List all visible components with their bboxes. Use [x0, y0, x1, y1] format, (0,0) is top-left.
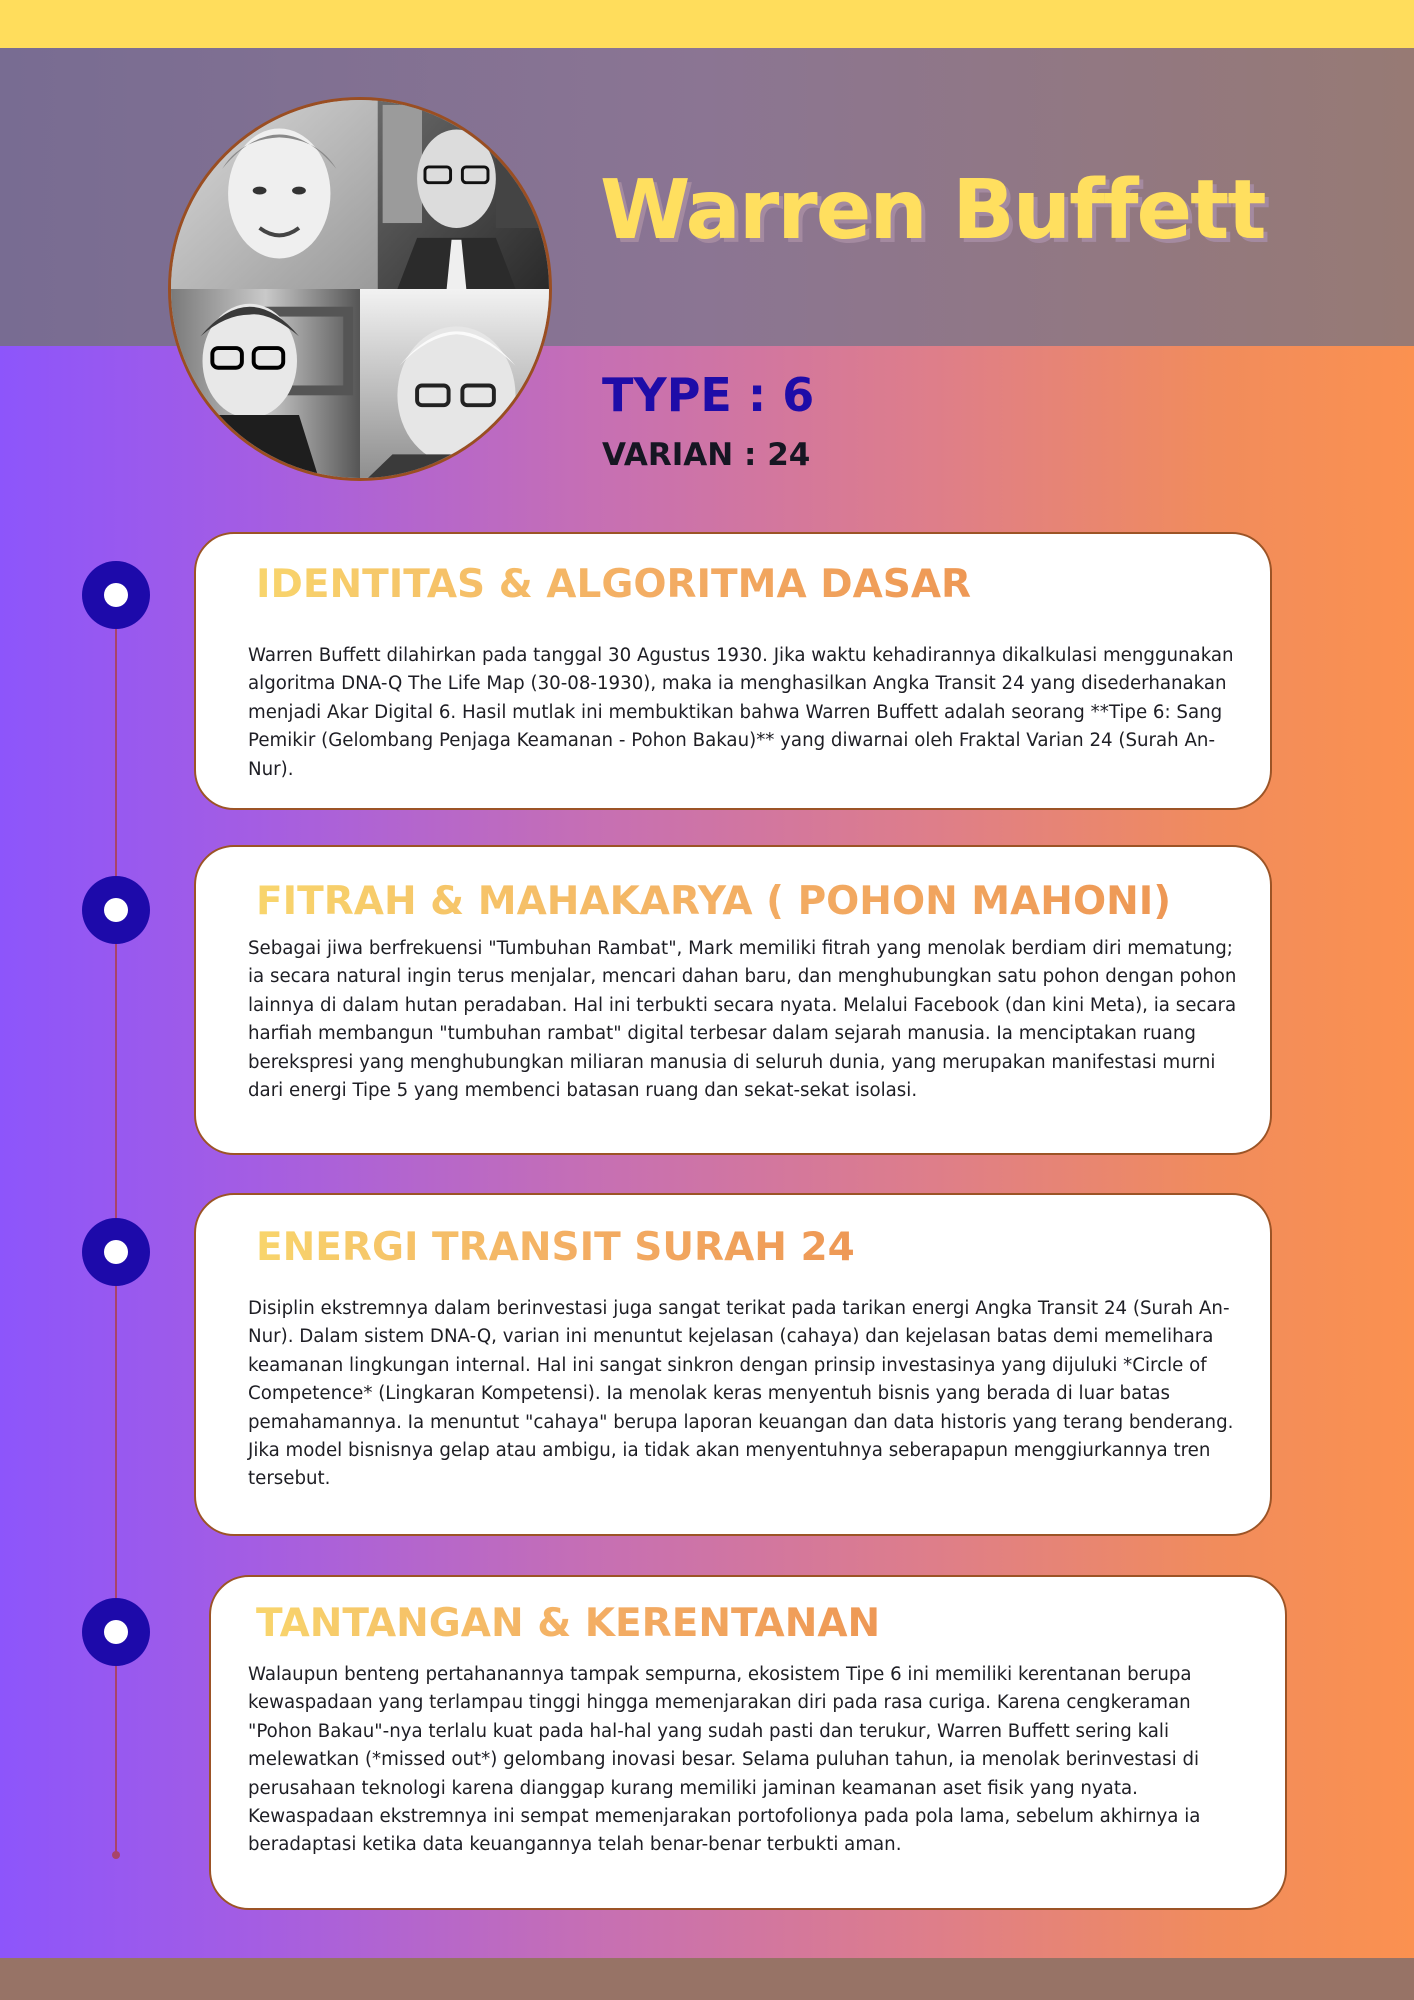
- timeline-end-dot: [112, 1851, 120, 1859]
- section-title: ENERGI TRANSIT SURAH 24: [256, 1225, 855, 1270]
- timeline-marker-1: [82, 561, 150, 629]
- section-card-fitrah: [194, 845, 1272, 1155]
- section-card-identity: [194, 532, 1272, 810]
- variant-label: VARIAN : 24: [602, 437, 811, 473]
- section-body: Walaupun benteng pertahanannya tampak sempurna, ekosistem Tipe 6 ini memiliki kerentanan berupa kewaspadaan yang terlampau tinggi hingga memenjarakan diri pada rasa curiga. Karena cengkeraman "Pohon Bakau"-nya terlalu kuat pada hal-hal yang sudah pasti dan terukur, Warren Buffett sering kali melewatkan (*missed out*) gelombang inovasi besar. Selama puluhan tahun, ia menolak berinvestasi di perusahaan teknologi karena dianggap kurang memiliki jaminan keamanan aset fisik yang nyata. Kewaspadaan ekstremnya ini sempat memenjarakan portofolionya pada pola lama, sebelum akhirnya ia beradaptasi ketika data keuangannya telah benar-benar terbukti aman.: [248, 1664, 1201, 1856]
- section-card-transit: [194, 1193, 1272, 1536]
- section-card-challenges: [209, 1575, 1287, 1910]
- bottom-accent-strip: [0, 1958, 1414, 2000]
- page-title: Warren Buffett: [600, 163, 1265, 258]
- portrait-collage: [168, 97, 552, 481]
- timeline-marker-3: [82, 1218, 150, 1286]
- section-body: Disiplin ekstremnya dalam berinvestasi juga sangat terikat pada tarikan energi Angka Transit 24 (Surah An-Nur). Dalam sistem DNA-Q, varian ini menuntut kejelasan (cahaya) dan kejelasan batas demi memelihara keamanan lingkungan internal. Hal ini sangat sinkron dengan prinsip investasinya yang dijuluki *Circle of Competence* (Lingkaran Kompetensi). Ia menolak keras menyentuh bisnis yang berada di luar batas pemahamannya. Ia menuntut "cahaya" berupa laporan keuangan dan data historis yang terang benderang. Jika model bisnisnya gelap atau ambigu, ia tidak akan menyentuhnya seberapapun menggiurkannya tren tersebut.: [248, 1298, 1234, 1490]
- section-title: FITRAH & MAHAKARYA ( POHON MAHONI): [256, 879, 1172, 924]
- section-body: Warren Buffett dilahirkan pada tanggal 30 Agustus 1930. Jika waktu kehadirannya dikalkulasi menggunakan algoritma DNA-Q The Life Map (30-08-1930), maka ia menghasilkan Angka Transit 24 yang disederhanakan menjadi Akar Digital 6. Hasil mutlak ini membuktikan bahwa Warren Buffett adalah seorang **Tipe 6: Sang Pemikir (Gelombang Penjaga Keamanan - Pohon Bakau)** yang diwarnai oleh Fraktal Varian 24 (Surah An-Nur).: [248, 645, 1234, 780]
- section-title: IDENTITAS & ALGORITMA DASAR: [256, 562, 972, 607]
- type-label: TYPE : 6: [602, 368, 815, 422]
- timeline-marker-4: [82, 1598, 150, 1666]
- section-title: TANTANGAN & KERENTANAN: [256, 1601, 881, 1646]
- section-body: Sebagai jiwa berfrekuensi "Tumbuhan Rambat", Mark memiliki fitrah yang menolak berdiam diri mematung; ia secara natural ingin terus menjalar, mencari dahan baru, dan menghubungkan satu pohon dengan pohon lainnya di dalam hutan peradaban. Hal ini terbukti secara nyata. Melalui Facebook (dan kini Meta), ia secara harfiah membangun "tumbuhan rambat" digital terbesar dalam sejarah manusia. Ia menciptakan ruang berekspresi yang menghubungkan miliaran manusia di seluruh dunia, yang merupakan manifestasi murni dari energi Tipe 5 yang membenci batasan ruang dan sekat-sekat isolasi.: [248, 938, 1237, 1102]
- photo-collage-icon: [171, 100, 549, 478]
- timeline-marker-2: [82, 876, 150, 944]
- top-accent-strip: [0, 0, 1414, 48]
